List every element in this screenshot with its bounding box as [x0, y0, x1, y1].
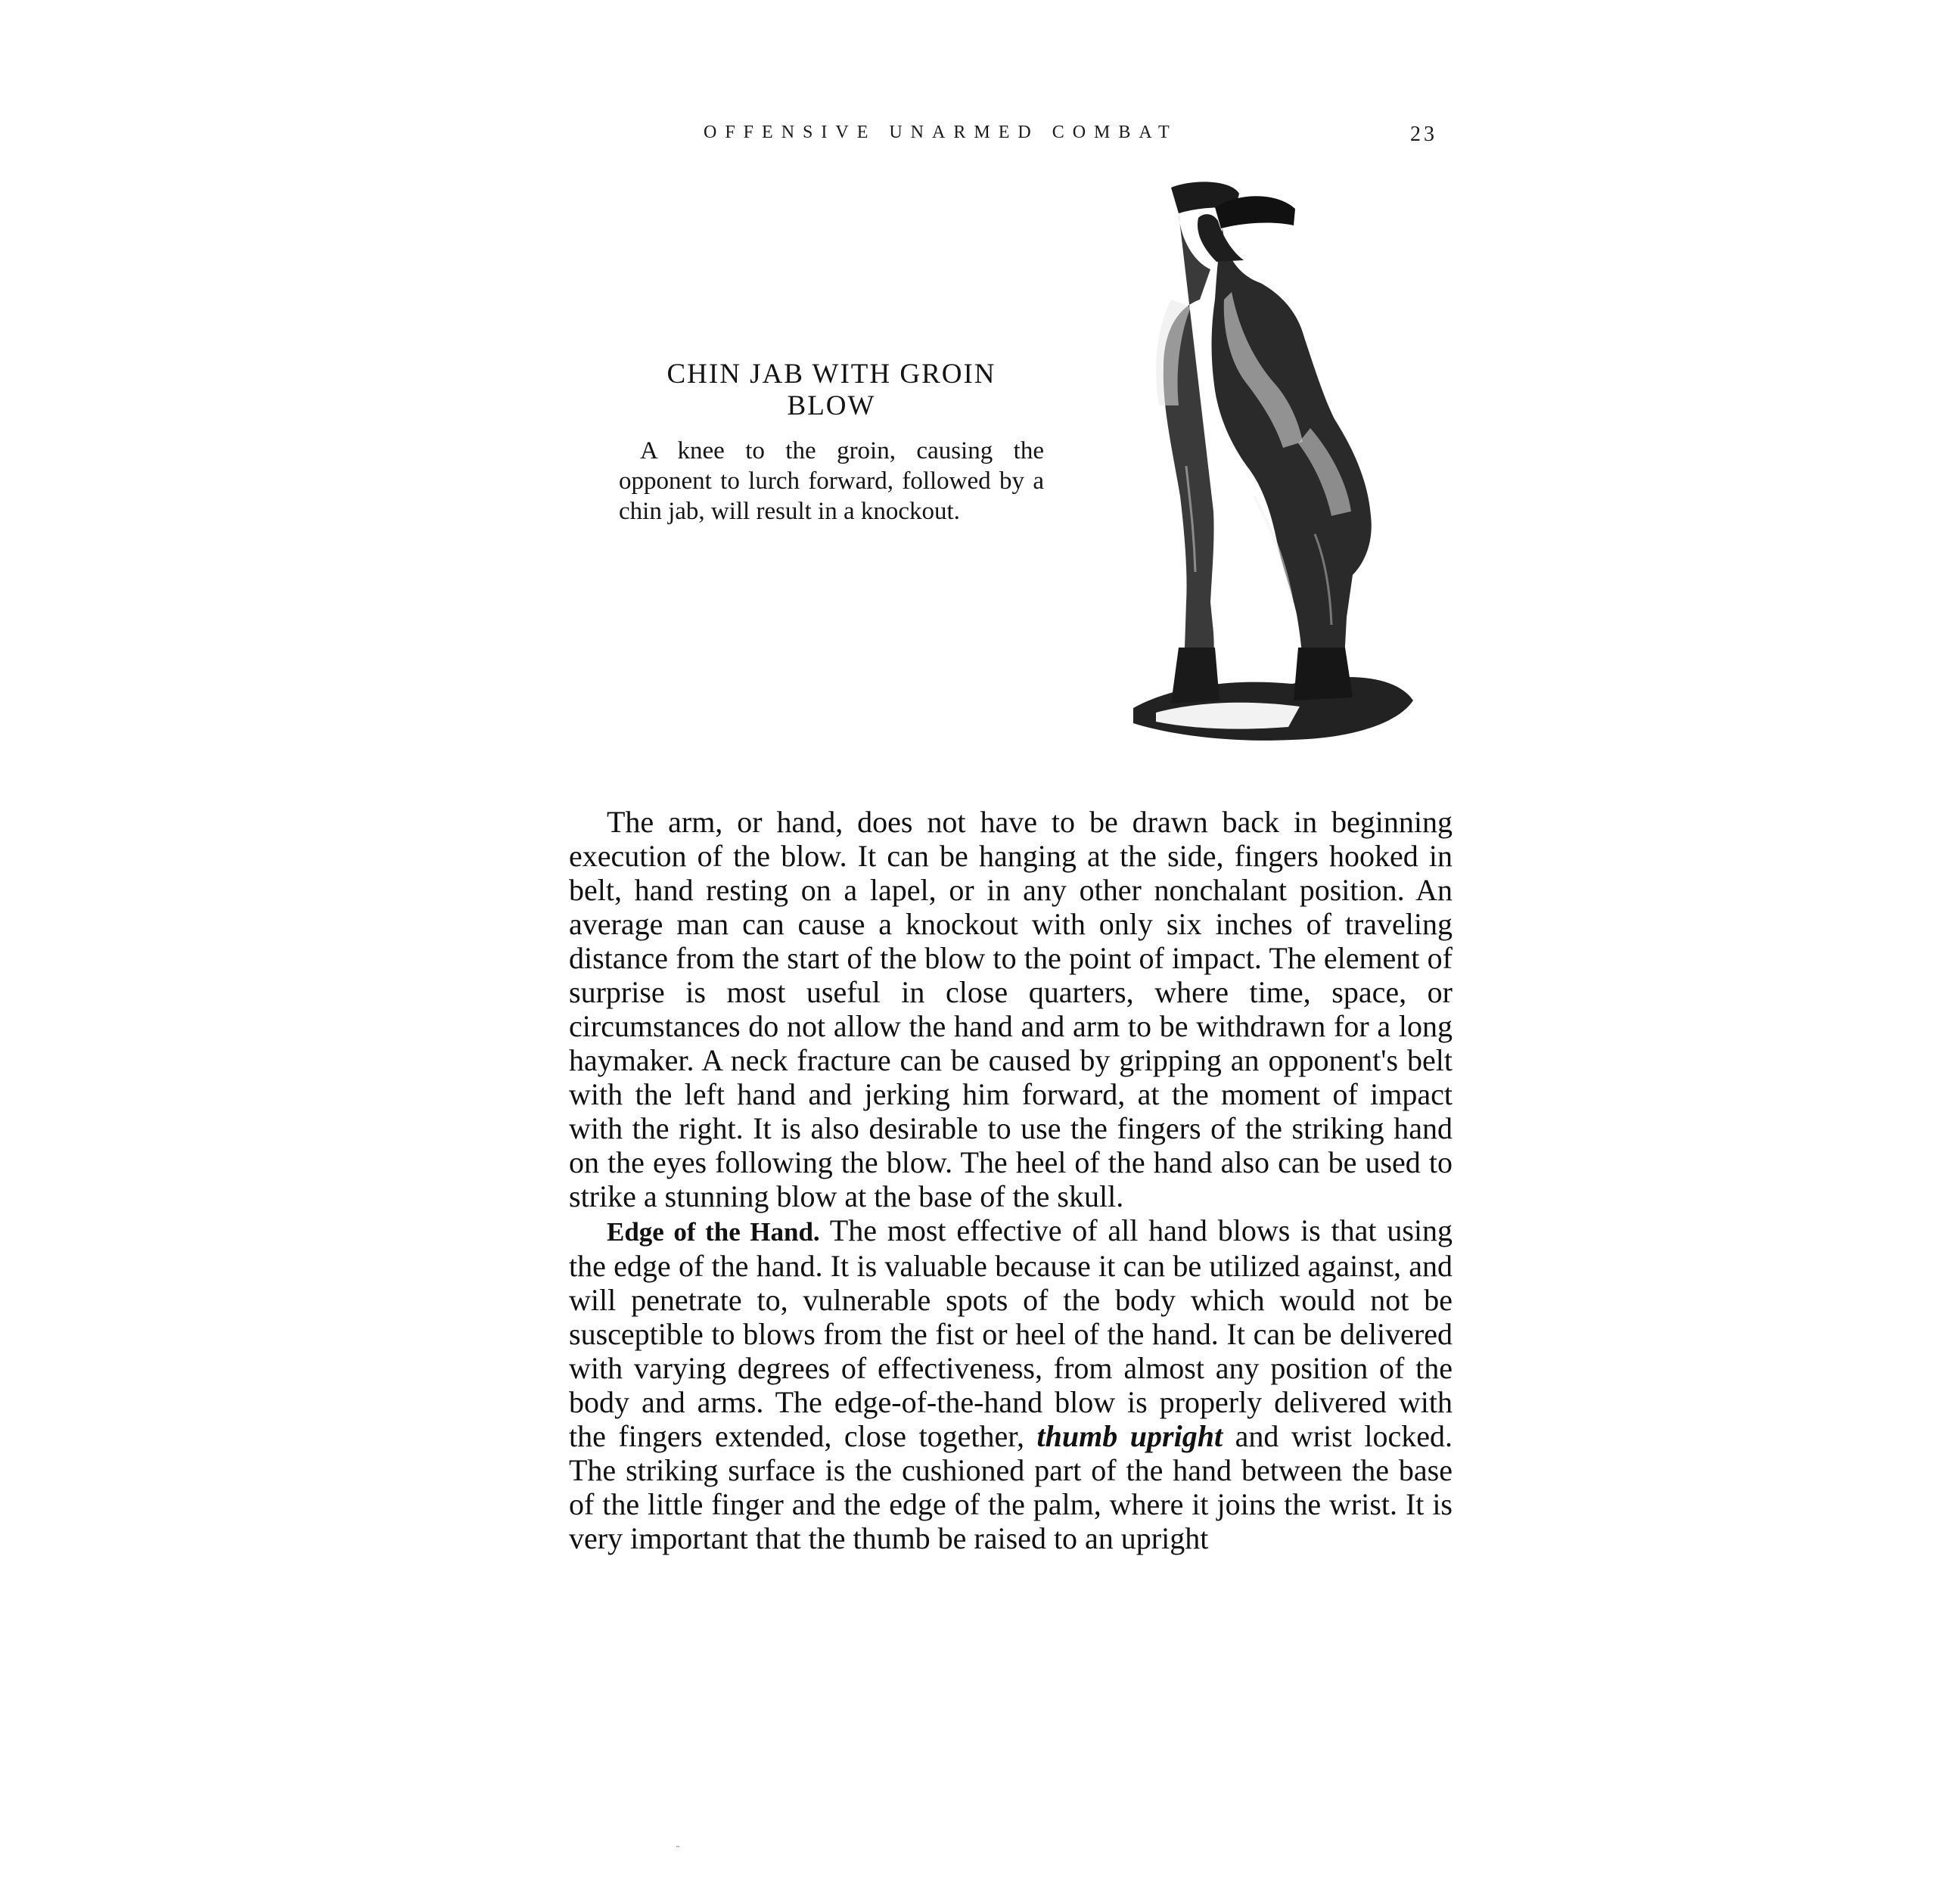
paragraph-text: and wrist locked. The striking surface is the cushioned part of the hand between the base of the little finger and the edge of the palm, where it joins the wrist. It is very important that the thumb be raised to an upright — [569, 1419, 1453, 1555]
caption-title: CHIN JAB WITH GROIN BLOW — [666, 359, 996, 421]
running-head: OFFENSIVE UNARMED COMBAT — [704, 123, 1178, 142]
combat-illustration — [1126, 179, 1434, 769]
paragraph — [569, 1213, 1453, 1555]
caption-text: A knee to the groin, causing the opponent to lurch forward, followed by a chin jab, will result in a knockout. — [619, 437, 1044, 525]
scan-speck — [676, 1846, 679, 1847]
paragraph: The arm, or hand, does not have to be drawn back in beginning execution of the blow. It can be hanging at the side, fingers hooked in belt, hand resting on a lapel, or in any other nonchalant position. An average man can cause a knockout with only six inches of traveling distance from the start of the blow to the point of impact. The element of surprise is most useful in close quarters, where time, space, or circumstances do not allow the hand and arm to be withdrawn for a long haymaker. A neck fracture can be caused by gripping an opponent's belt with the left hand and jerking him forward, at the moment of impact with the right. It is also desirable to use the fingers of the striking hand on the eyes following the blow. The heel of the hand also can be used to strike a stunning blow at the base of the skull. — [569, 805, 1453, 1213]
figure-caption — [619, 359, 1044, 526]
page-number: 23 — [1410, 123, 1437, 146]
paragraph-text: The most effective of all hand blows is that using the edge of the hand. It is valuable because it can be utilized against, and will penetrate to, vulnerable spots of the body which would not be susceptible to blows from the fist or heel of the hand. It can be delivered with varying degrees of effectiveness, from almost any position of the body and arms. The edge-of-the-hand blow is properly delivered with the fingers extended, close together, — [569, 1213, 1453, 1453]
body-text — [569, 805, 1453, 1555]
emphasis-text: thumb upright — [1036, 1419, 1223, 1453]
two-soldiers-illustration — [1126, 179, 1434, 769]
run-in-heading: Edge of the Hand. — [607, 1217, 820, 1247]
